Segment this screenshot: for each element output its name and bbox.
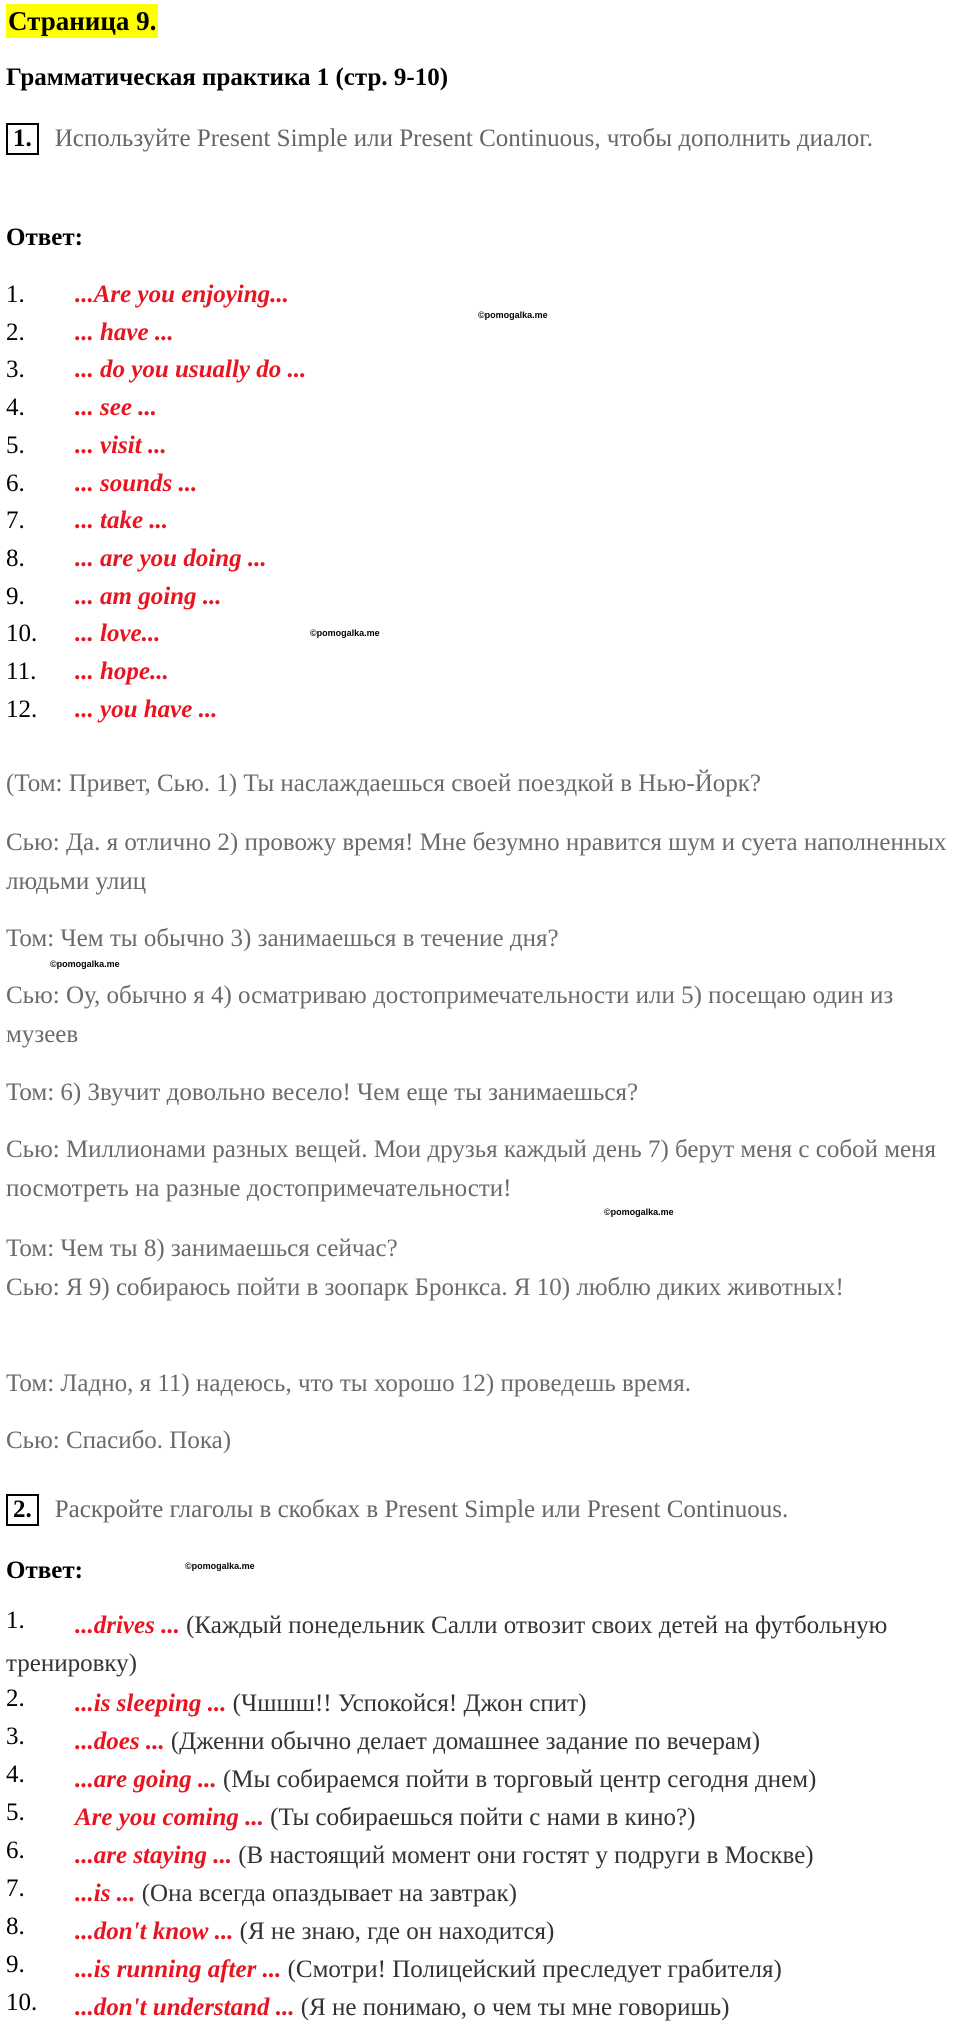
dialog-line: Том: Чем ты 8) занимаешься сейчас? (6, 1235, 398, 1262)
dialog-line: Том: Ладно, я 11) надеюсь, что ты хорошо 12) проведешь время. (6, 1370, 691, 1397)
page-title: Страница 9. (8, 6, 157, 36)
answer-text: ... you have ... (75, 695, 218, 723)
watermark: ©pomogalka.me (478, 310, 548, 320)
answer-translation: (Смотри! Полицейский преследует грабителя) (287, 1956, 782, 1983)
answer-row (6, 1913, 951, 1951)
answer-text: ... love... (75, 620, 161, 648)
dialog-line: Сью: Миллионами разных вещей. Мои друзья каждый день 7) берут меня с собой меня посмотреть на разные достопримечательности! (6, 1136, 937, 1202)
task-2-number: 2. (6, 1494, 39, 1526)
answer-number: 10. (6, 620, 38, 648)
answer-text: ... hope... (75, 658, 169, 685)
answer-translation: (Ты собираешься пойти с нами в кино?) (270, 1804, 696, 1831)
answer-number: 9. (6, 582, 25, 610)
task-2-answer-label: Ответ: (6, 1557, 83, 1584)
answer-text: ...does ... (75, 1728, 165, 1755)
answer-text: ... see ... (75, 394, 157, 422)
answer-text: ...Are you enjoying... (75, 281, 289, 308)
answer-number: 10. (6, 1989, 38, 2016)
section-title: Грамматическая практика 1 (стр. 9-10) (6, 64, 449, 91)
answer-number: 6. (6, 469, 25, 497)
answer-number: 9. (6, 1951, 25, 1978)
task-1-statement (6, 120, 936, 158)
answer-number: 2. (6, 318, 25, 346)
answer-number: 7. (6, 1875, 25, 1902)
answer-text: ... visit ... (75, 431, 167, 459)
answer-number: 4. (6, 394, 25, 422)
answer-number: 4. (6, 1761, 25, 1788)
dialog-line: Сью: Я 9) собираюсь пойти в зоопарк Бронкса. Я 10) люблю диких животных! (6, 1274, 844, 1301)
answer-row (6, 1951, 951, 1989)
answer-row (6, 1723, 951, 1761)
answer-number: 8. (6, 544, 25, 572)
watermark: ©pomogalka.me (50, 959, 120, 969)
answer-number: 6. (6, 1837, 25, 1864)
answer-translation: (В настоящий момент они гостят у подруги в Москве) (238, 1842, 814, 1869)
answer-number: 8. (6, 1913, 25, 1940)
answer-row (6, 1761, 951, 1799)
task-2-statement (6, 1491, 936, 1529)
answer-number: 3. (6, 1723, 25, 1750)
answer-translation: (Она всегда опаздывает на завтрак) (141, 1880, 517, 1907)
answer-translation: (Я не понимаю, о чем ты мне говоришь) (300, 1994, 730, 2021)
answer-text: ...drives ... (75, 1612, 180, 1639)
answer-text: ...don't know ... (75, 1918, 234, 1945)
answer-text: ... sounds ... (75, 469, 198, 497)
answer-translation: (Каждый понедельник Салли отвозит своих детей на футбольную тренировку) (6, 1612, 888, 1677)
answer-text: ... am going ... (75, 582, 222, 610)
answer-text: ...is sleeping ... (75, 1690, 227, 1717)
answer-text: ... are you doing ... (75, 544, 267, 572)
answer-row (6, 1837, 951, 1875)
answer-number: 3. (6, 356, 25, 384)
answer-number: 11. (6, 658, 37, 685)
answer-row (6, 1875, 951, 1913)
answer-text: ...are going ... (75, 1766, 217, 1793)
answer-number: 5. (6, 1799, 25, 1826)
task-1-answer-label: Ответ: (6, 224, 83, 251)
answer-text: ...are staying ... (75, 1842, 232, 1869)
dialog-line: Сью: Оу, обычно я 4) осматриваю достопримечательности или 5) посещаю один из музеев (6, 982, 894, 1048)
answer-row (6, 1607, 951, 1683)
answer-translation: (Мы собираемся пойти в торговый центр сегодня днем) (222, 1766, 817, 1793)
dialog-line: (Том: Привет, Сью. 1) Ты наслаждаешься своей поездкой в Нью-Йорк? (6, 770, 762, 797)
answer-text: ...is running after ... (75, 1956, 282, 1983)
answer-text: ... take ... (75, 507, 169, 535)
answer-number: 1. (6, 281, 25, 308)
dialog-line: Том: 6) Звучит довольно весело! Чем еще ты занимаешься? (6, 1079, 639, 1106)
answer-translation: (Я не знаю, где он находится) (239, 1918, 555, 1945)
answer-translation: (Чшшш!! Успокойся! Джон спит) (232, 1690, 587, 1717)
answer-number: 12. (6, 695, 38, 723)
answer-text: Are you coming ... (75, 1804, 264, 1831)
task-2-text: Раскройте глаголы в скобках в Present Simple или Present Continuous. (54, 1496, 789, 1523)
answer-row (6, 1989, 951, 2027)
task-1-text: Используйте Present Simple или Present Continuous, чтобы дополнить диалог. (54, 125, 873, 152)
task-1-number: 1. (6, 123, 39, 155)
answer-text: ... do you usually do ... (75, 356, 307, 384)
answer-row (6, 1685, 951, 1723)
answer-number: 2. (6, 1685, 25, 1712)
dialog-line: Сью: Да. я отлично 2) провожу время! Мне безумно нравится шум и суета наполненных людьми улиц (6, 829, 947, 895)
answer-number: 5. (6, 431, 25, 459)
dialog-line: Сью: Спасибо. Пока) (6, 1427, 232, 1454)
answer-translation: (Дженни обычно делает домашнее задание по вечерам) (170, 1728, 761, 1755)
answer-row (6, 1799, 951, 1837)
watermark: ©pomogalka.me (604, 1207, 674, 1217)
answer-number: 7. (6, 507, 25, 535)
answer-text: ... have ... (75, 318, 174, 346)
dialog-line: Том: Чем ты обычно 3) занимаешься в течение дня? (6, 925, 559, 952)
watermark: ©pomogalka.me (185, 1561, 255, 1571)
answer-text: ...don't understand ... (75, 1994, 295, 2021)
answer-text: ...is ... (75, 1880, 136, 1907)
watermark: ©pomogalka.me (310, 628, 380, 638)
answer-number: 1. (6, 1607, 25, 1634)
